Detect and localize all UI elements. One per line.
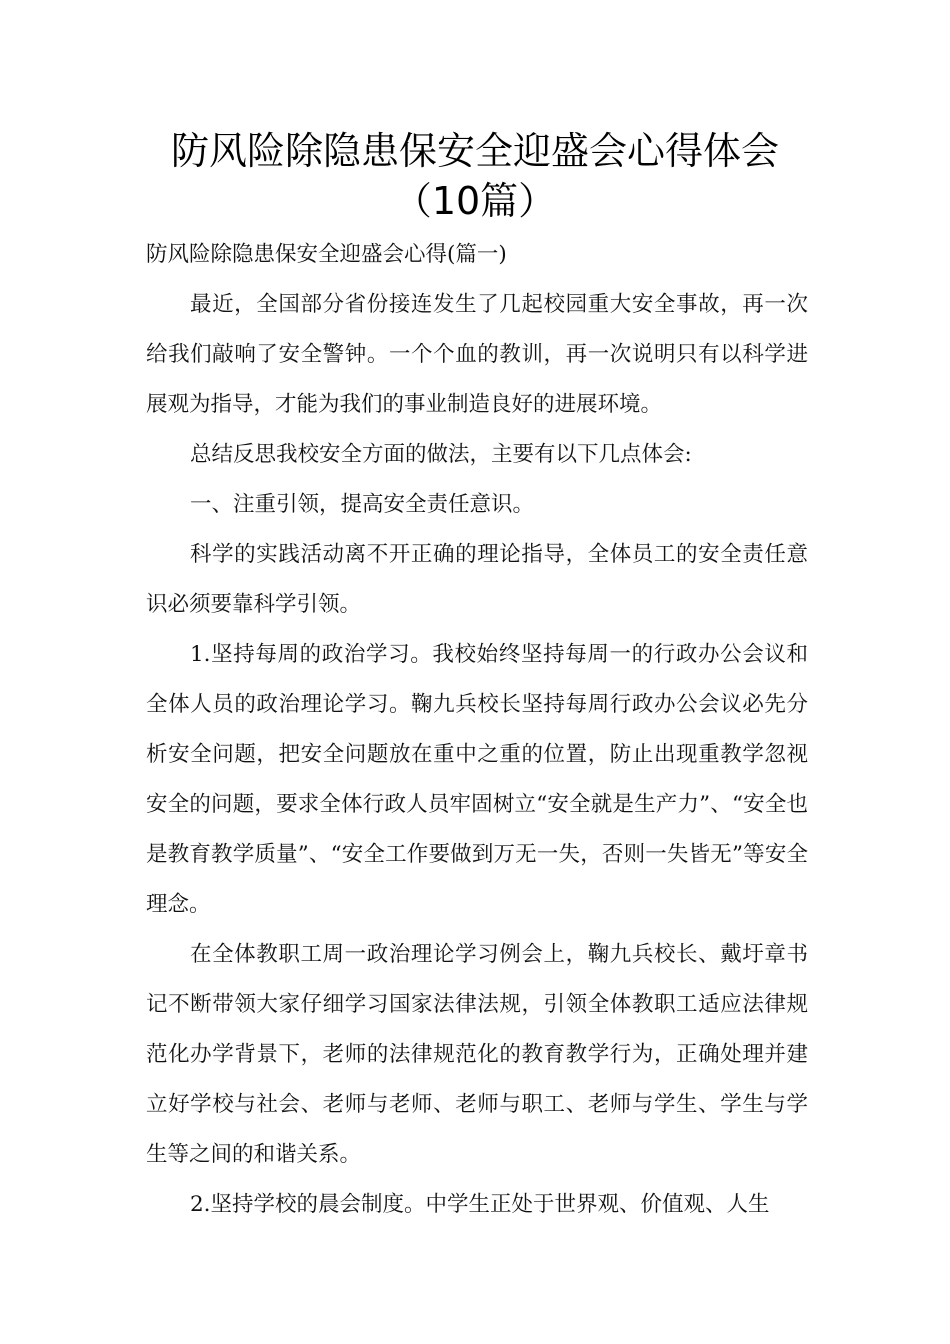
title-line-2: （10篇） [393,179,557,223]
paragraph: 2.坚持学校的晨会制度。中学生正处于世界观、价值观、人生 [190,1192,770,1217]
paragraph: 1.坚持每周的政治学习。我校始终坚持每周一的行政办公会议和全体人员的政治理论学习。鞠九兵校长坚持每周行政办公会议必先分析安全问题，把安全问题放在重中之重的位置，防止出现重教学忽视安全的问题，要求全体行政人员牢固树立“安全就是生产力”、“安全也是教育教学质量”、“安全工作要做到万无一失，否则一失皆无”等安全理念。 [146,642,808,917]
section-heading: 防风险除隐患保安全迎盛会心得(篇一) [146,242,507,267]
paragraph: 一、注重引领，提高安全责任意识。 [190,492,535,517]
document-body [146,230,808,1230]
title-line-1: 防风险除隐患保安全迎盛会心得体会 [170,129,779,173]
paragraph: 最近，全国部分省份接连发生了几起校园重大安全事故，再一次给我们敲响了安全警钟。一个个血的教训，再一次说明只有以科学进展观为指导，才能为我们的事业制造良好的进展环境。 [146,292,808,417]
paragraph: 在全体教职工周一政治理论学习例会上，鞠九兵校长、戴圩章书记不断带领大家仔细学习国家法律法规，引领全体教职工适应法律规范化办学背景下，老师的法律规范化的教育教学行为，正确处理并建立好学校与社会、老师与老师、老师与职工、老师与学生、学生与学生等之间的和谐关系。 [146,942,808,1167]
paragraph: 科学的实践活动离不开正确的理论指导，全体员工的安全责任意识必须要靠科学引领。 [146,542,808,617]
document-title [0,126,950,226]
paragraph: 总结反思我校安全方面的做法，主要有以下几点体会: [190,442,692,467]
